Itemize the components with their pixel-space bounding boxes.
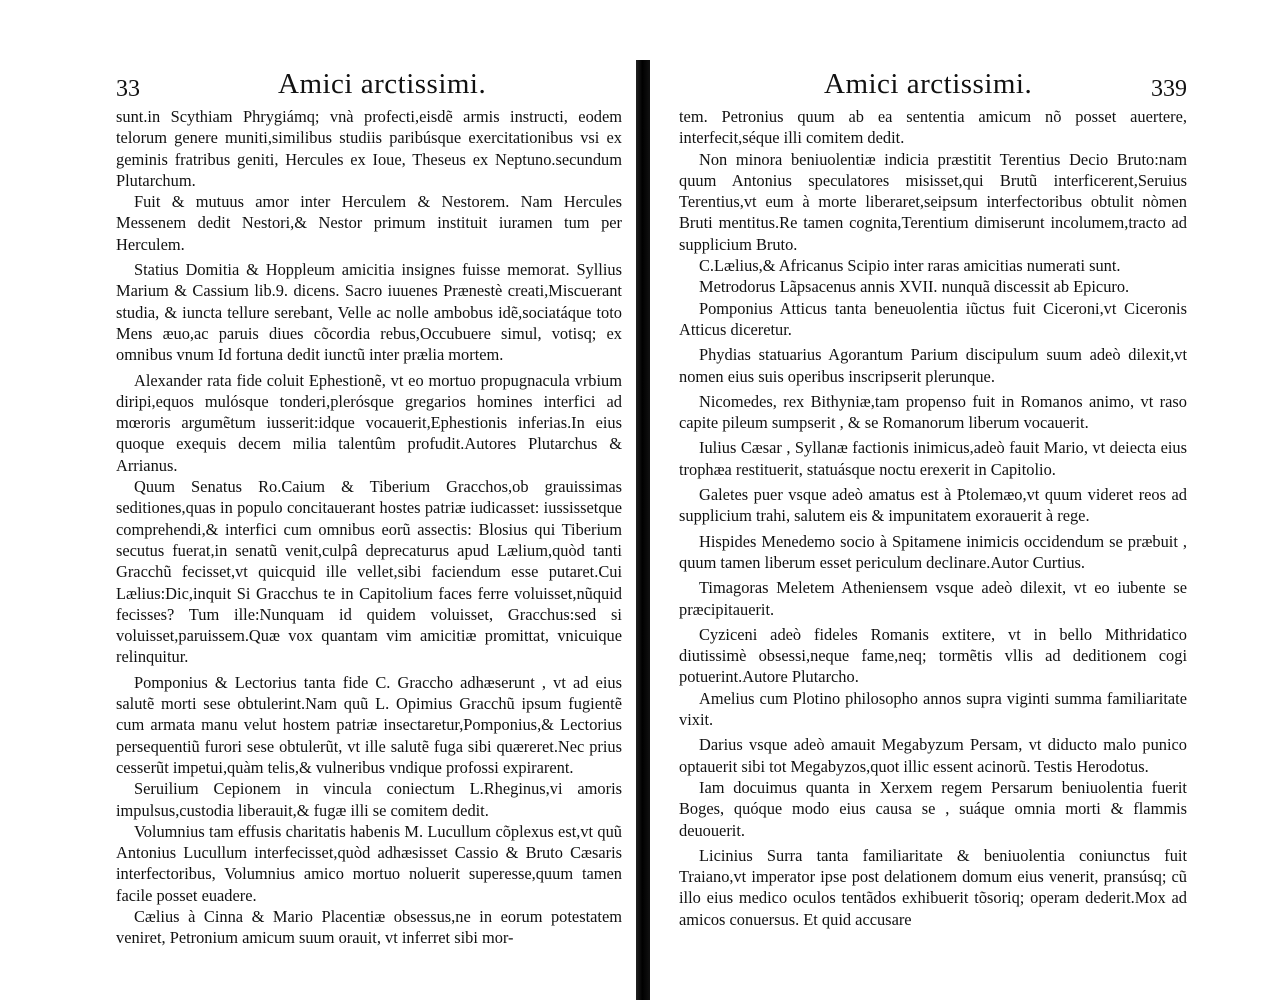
left-page — [0, 0, 636, 1000]
paragraph: Alexander rata fide coluit Ephestionẽ, vt eo mortuo propugnacula vrbium diripi,equos mulósque tonderi,plerósque gregarios homines interfici ad mœroris argumẽtum iusserit:idque vocauerit,Ephestionis inferias.In eius quoque exequis decem milia talentûm profudit.Autores Plutarchus & Arrianus. — [116, 370, 622, 475]
paragraph: Quum Senatus Ro.Caium & Tiberium Gracchos,ob grauissimas seditiones,quas in populo concitauerant hostes patriæ iudicasset: iussissetque comprehendi,& interfici cum omnibus eorũ assectis: Blosius qui Tiberium secutus fuerat,in senatũ venit,culpâ deprecaturus apud Lælium,quòd tanti Gracchũ fecisset,vt quicquid ille vellet,sibi faciendum esse putaret.Cui Lælius:Dic,inquit Si Gracchus te in Capitolium faces ferre voluisset,nũquid fecisses? Tum ille:Nunquam id quidem voluisset, Gracchus:sed si voluisset,paruissem.Quæ vox quantam vim amicitiæ promittat, vnicuique relinquitur. — [116, 477, 622, 667]
paragraph: Darius vsque adeò amauit Megabyzum Persam, vt diducto malo punico optauerit sibi tot Megabyzos,quot illic essent acinorũ. Testis Herodotus. — [679, 735, 1187, 776]
paragraph: Volumnius tam effusis charitatis habenis M. Lucullum cõplexus est,vt quũ Antonius Lucullum interfecisset,quòd adhæsisset Cassio & Bruto Cæsaris interfectoribus, Volumnius amico mortuo noluerit superesse,quum tamen facile posset euadere. — [116, 821, 622, 905]
left-page-header — [116, 62, 622, 104]
left-body-text — [116, 106, 622, 949]
paragraph: Statius Domitia & Hoppleum amicitia insignes fuisse memorat. Syllius Marium & Cassium lib.9. dicens. Sacro iuuenes Prænestè creati,Miscuerant studia, & iuncta tellure serebant, Velle ac nolle ambobus idẽ,sociatáque toto Mens æuo,ac paruis diues cõcordia rebus,Occubuere simul, votisq; ex omnibus vnum Id fortuna dedit iunctũ inter prælia mortem. — [116, 260, 622, 365]
left-page-number: 33 — [116, 76, 140, 102]
paragraph: Iam docuimus quanta in Xerxem regem Persarum beniuolentia fuerit Boges, quóque modo eius causa se , suáque omnia morti & flammis deuouerit. — [679, 777, 1187, 840]
right-page-number: 339 — [1151, 76, 1187, 102]
paragraph: Phydias statuarius Agorantum Parium discipulum suum adeò dilexit,vt nomen eius suis operibus inscripserit plerunque. — [679, 345, 1187, 386]
right-page-header — [679, 62, 1187, 104]
left-running-title: Amici arctissimi. — [278, 68, 487, 100]
paragraph: Pomponius Atticus tanta beneuolentia iũctus fuit Ciceroni,vt Ciceronis Atticus diceretur. — [679, 298, 1187, 339]
right-page — [650, 0, 1285, 1000]
right-running-title: Amici arctissimi. — [824, 68, 1033, 100]
paragraph: Fuit & mutuus amor inter Herculem & Nestorem. Nam Hercules Messenem dedit Nestori,& Nestor primum instituit iuramen tum per Herculem. — [116, 192, 622, 254]
paragraph: C.Lælius,& Africanus Scipio inter raras amicitias numerati sunt. — [699, 256, 1121, 276]
paragraph: Galetes puer vsque adeò amatus est à Ptolemæo,vt quum videret reos ad supplicium trahi, salutem eis & impunitatem exorauerit à rege. — [679, 485, 1187, 526]
paragraph: Hispides Menedemo socio à Spitamene inimicis occidendum se præbuit , quum tamen liberum esset periculum declinare.Autor Curtius. — [679, 531, 1187, 572]
paragraph: tem. Petronius quum ab ea sententia amicum nõ posset auertere, interfecit,séque illi comitem dedit. — [679, 107, 1187, 148]
paragraph: sunt.in Scythiam Phrygiámq; vnà profecti,eisdẽ armis instructi, eodem telorum genere muniti,similibus studiis paribúsque exercitationibus vsi ex geminis fratribus geniti, Hercules ex Ioue, Theseus ex Neptuno.secundum Plutarchum. — [116, 107, 622, 190]
right-body-text — [679, 106, 1187, 930]
paragraph: Pomponius & Lectorius tanta fide C. Graccho adhæserunt , vt ad eius salutẽ morti sese obtulerint.Nam quũ L. Opimius Gracchũ ipsum fugientẽ cum armata manu velut hostem patriæ insectaretur,Pomponius,& Lectorius persequentiũ furori sese obtulerũt, vt ille salutẽ fuga sibi quæreret.Nec prius cesserũt impetui,quàm telis,& vulneribus vndique profossi expirarent. — [116, 672, 622, 777]
paragraph: Iulius Cæsar , Syllanæ factionis inimicus,adeò fauit Mario, vt deiecta eius trophæa restituerit, statuásque noctu erexerit in Capitolio. — [679, 438, 1187, 479]
paragraph: Metrodorus Lãpsacenus annis XVII. nunquã discessit ab Epicuro. — [699, 277, 1130, 297]
paragraph: Cælius à Cinna & Mario Placentiæ obsessus,ne in eorum potestatem veniret, Petronium amicum suum orauit, vt inferret sibi mor- — [116, 906, 622, 948]
paragraph: Non minora beniuolentiæ indicia præstitit Terentius Decio Bruto:nam quum Antonius speculatores misisset,qui Brutũ interficerent,Seruius Terentius,vt eum à morte liberaret,seipsum interfectoribus obtulit nòmen Bruti mentitus.Re tamen cognita,Terentium dimiserunt incolumem,tracto ad supplicium Bruto. — [679, 149, 1187, 254]
paragraph: Seruilium Cepionem in vincula coniectum L.Rheginus,vi amoris impulsus,custodia liberauit,& fugæ illi se comitem dedit. — [116, 779, 622, 820]
paragraph: Nicomedes, rex Bithyniæ,tam propenso fuit in Romanos animo, vt raso capite pileum sumpserit , & se Romanorum liberum vocauerit. — [679, 391, 1187, 433]
paragraph: Timagoras Meletem Atheniensem vsque adeò dilexit, vt eo iubente se præcipitauerit. — [679, 578, 1187, 619]
paragraph: Amelius cum Plotino philosopho annos supra viginti summa familiaritate vixit. — [679, 688, 1187, 730]
paragraph: Licinius Surra tanta familiaritate & beniuolentia coniunctus fuit Traiano,vt imperator ipse post delationem domum eius venerit, pransúsq; cũ illo eius medico oculos tentãdos exhibuerit tõsoriq; operam dederit.Mox ad amicos conuersus. Et quid accusare — [679, 845, 1187, 929]
book-gutter — [636, 60, 650, 1000]
paragraph: Cyziceni adeò fideles Romanis extitere, vt in bello Mithridatico diutissimè obsessi,neque fame,neq; tormẽtis vllis ad deditionem cogi potuerint.Autore Plutarcho. — [679, 624, 1187, 687]
